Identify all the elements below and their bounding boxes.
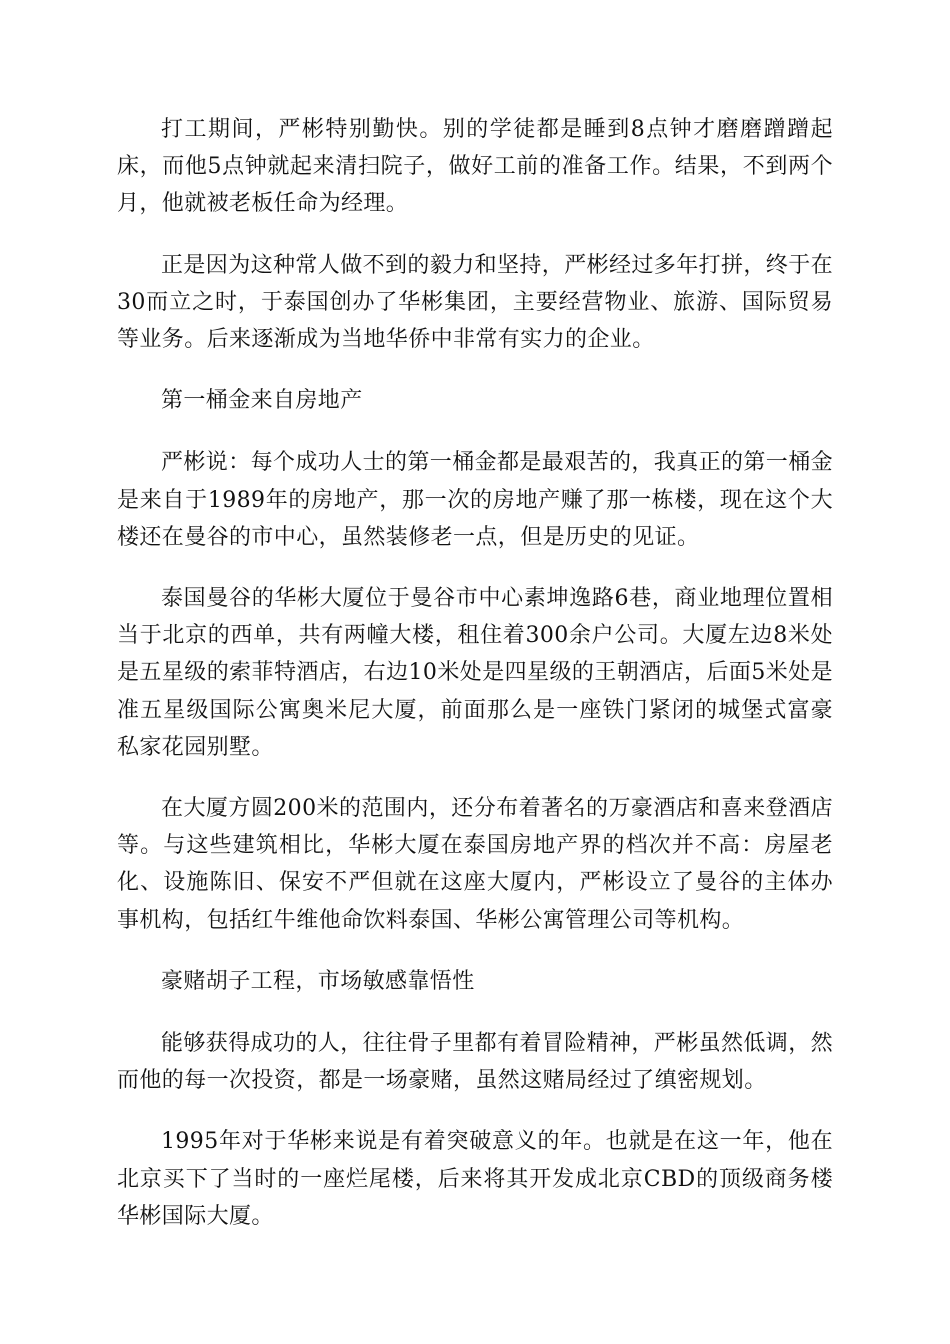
paragraph-first-pot-of-gold: 严彬说：每个成功人士的第一桶金都是最艰苦的，我真正的第一桶金是来自于1989年的房地产，那一次的房地产赚了那一栋楼，现在这个大楼还在曼谷的市中心，虽然装修老一点，但是历史的见证。 <box>117 450 834 550</box>
paragraph-huabin-building-location: 泰国曼谷的华彬大厦位于曼谷市中心素坤逸路6巷，商业地理位置相当于北京的西单，共有两幢大楼，租住着300余户公司。大厦左边8米处是五星级的索菲特酒店，右边10米处是四星级的王朝酒店，后面5米处是准五星级国际公寓奥米尼大厦，前面那么是一座铁门紧闭的城堡式富豪私家花园别墅。 <box>117 586 833 760</box>
section-heading-gamble-project: 豪赌胡子工程，市场敏感靠悟性 <box>161 968 475 994</box>
document-page <box>117 111 833 1259</box>
paragraph-founding-group: 正是因为这种常人做不到的毅力和坚持，严彬经过多年打拼，终于在30而立之时，于泰国创办了华彬集团，主要经营物业、旅游、国际贸易等业务。后来逐渐成为当地华侨中非常有实力的企业。 <box>117 252 834 353</box>
section-heading-first-pot-of-gold: 第一桶金来自房地产 <box>161 388 363 414</box>
paragraph-1995-breakthrough: 1995年对于华彬来说是有着突破意义的年。也就是在这一年，他在北京买下了当时的一座烂尾楼，后来将其开发成北京CBD的顶级商务楼华彬国际大厦。 <box>117 1129 833 1229</box>
paragraph-work-period: 打工期间，严彬特别勤快。别的学徒都是睡到8点钟才磨磨蹭蹭起床，而他5点钟就起来清扫院子，做好工前的准备工作。结果，不到两个月，他就被老板任命为经理。 <box>117 117 833 217</box>
paragraph-surrounding-hotels: 在大厦方圆200米的范围内，还分布着著名的万豪酒店和喜来登酒店等。与这些建筑相比，华彬大厦在泰国房地产界的档次并不高：房屋老化、设施陈旧、保安不严但就在这座大厦内，严彬设立了曼谷的主体办事机构，包括红牛维他命饮料泰国、华彬公寓管理公司等机构。 <box>117 796 833 933</box>
paragraph-adventure-spirit: 能够获得成功的人，往往骨子里都有着冒险精神，严彬虽然低调，然而他的每一次投资，都是一场豪赌，虽然这赌局经过了缜密规划。 <box>117 1031 834 1094</box>
